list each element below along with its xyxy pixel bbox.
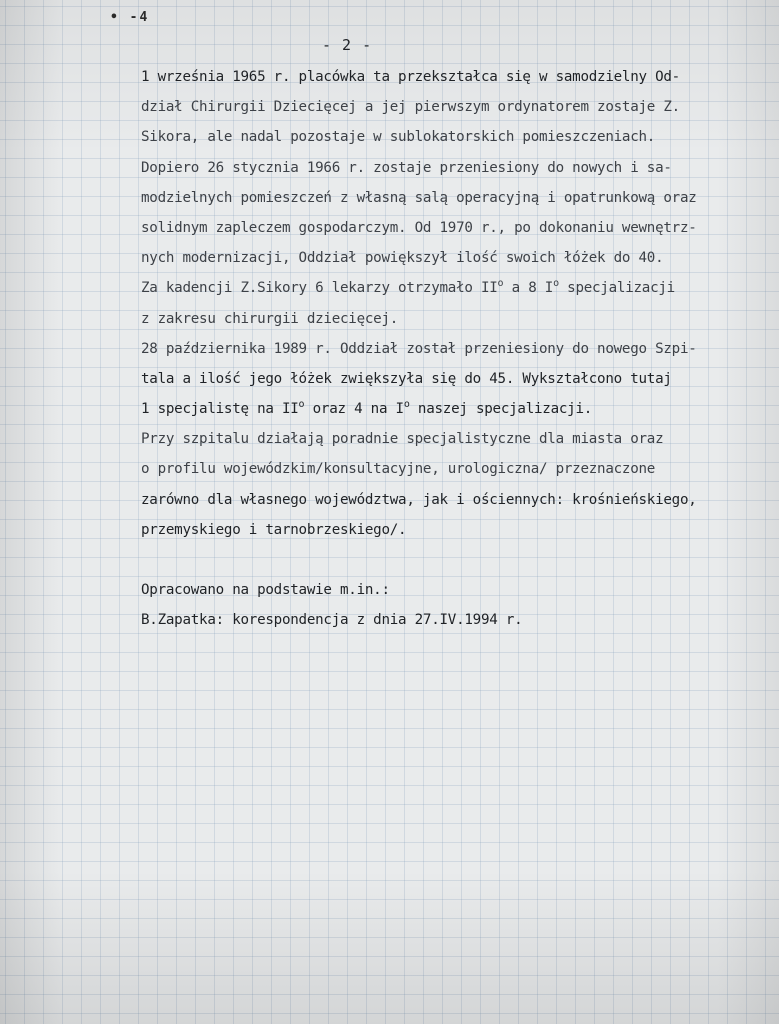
degree-superscript: o [553,278,559,290]
text-line: 1 września 1965 r. placówka ta przekształca się w samodzielny Od- [141,69,680,85]
text-line: dział Chirurgii Dziecięcej a jej pierwszym ordynatorem zostaje Z. [141,99,680,116]
degree-superscript: o [298,399,305,411]
sources-entry: B.Zapatka: korespondencja z dnia 27.IV.1994 r. [141,612,523,629]
text-line: 28 października 1989 r. Oddział został przeniesiony do nowego Szpi- [141,340,697,357]
text-line: Sikora, ale nadal pozostaje w sublokatorskich pomieszczeniach. [141,129,656,146]
text-line: 1 specjalistę na $II^o$ oraz 4 na $I^o$ naszej specjalizacji. [141,399,593,418]
document-body [141,62,771,635]
text-line: Przy szpitalu działają poradnie specjalistyczne dla miasta oraz [141,431,664,448]
sources-heading: Opracowano na podstawie m.in.: [141,582,390,598]
degree-superscript: o [497,278,504,290]
text-line: przemyskiego i tarnobrzeskiego/. [141,521,407,538]
degree-superscript: o [403,399,410,411]
text-line: Dopiero 26 stycznia 1966 r. zostaje przeniesiony do nowych i sa- [141,159,672,176]
text-line: tala a ilość jego łóżek zwiększyła się do 45. Wykształcono tutaj [141,370,672,387]
text-line: zarówno dla własnego województwa, jak i ościennych: krośnieńskiego, [141,491,697,508]
paragraph-sources [141,575,771,635]
paragraph-gap [141,545,771,575]
page-number: - 2 - [322,36,373,54]
text-line: z zakresu chirurgii dziecięcej. [141,310,399,327]
text-line: o profilu wojewódzkim/konsultacyjne, urologiczna/ przeznaczone [141,461,656,478]
paragraph-main [141,62,771,545]
text-line: nych modernizacji, Oddział powiększył ilość swoich łóżek do 40. [141,250,664,267]
text-line: modzielnych pomieszczeń z własną salą operacyjną i opatrunkową oraz [141,189,697,206]
text-line: solidnym zapleczem gospodarczym. Od 1970 r., po dokonaniu wewnętrz- [141,219,697,236]
corner-mark: • -4 [110,10,150,25]
text-line: Za kadencji Z.Sikory 6 lekarzy otrzymało $II^o$ a 8 $I^o$ specjalizacji [141,278,675,297]
